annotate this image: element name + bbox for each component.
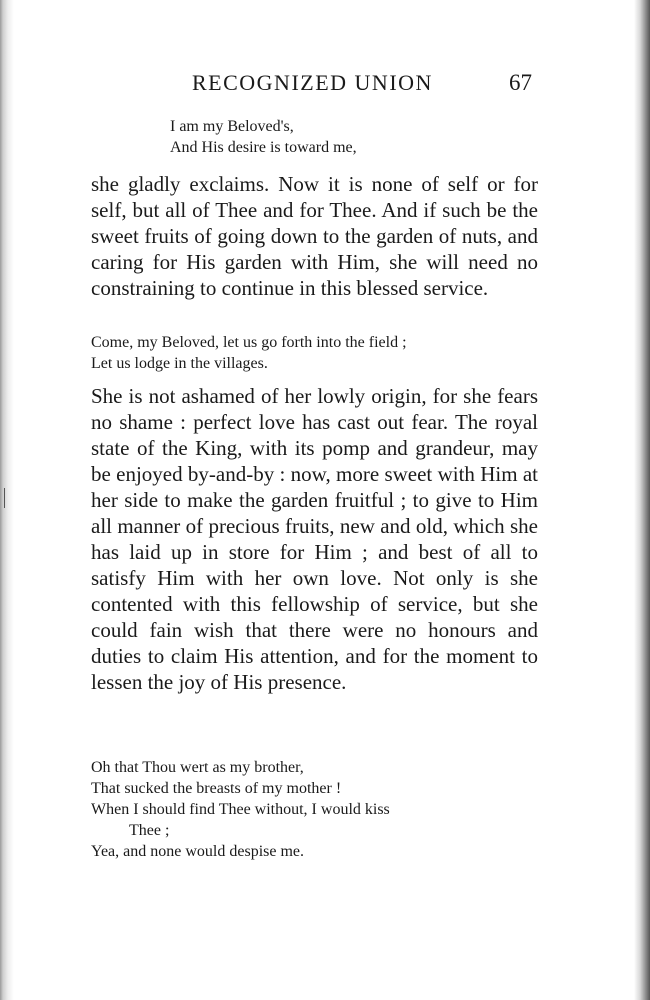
- epigraph-1: [170, 116, 530, 158]
- verse-line: Let us lodge in the villages.: [91, 355, 268, 372]
- verse-turnover: Thee ;: [129, 822, 170, 839]
- epigraph-3: [91, 757, 538, 862]
- verse-line: When I should find Thee without, I would kiss: [91, 801, 390, 818]
- paragraph-2: [91, 383, 538, 695]
- paragraph-text: she gladly exclaims. Now it is none of self or for self, but all of Thee and for Thee. And if such be the sweet fruits of going down to the garden of nuts, and caring for His garden with Him, she will need no constraining to continue in this blessed service.: [91, 172, 538, 300]
- verse-line: And His desire is toward me,: [170, 139, 357, 156]
- page-header: [90, 70, 540, 100]
- page-number: 67: [509, 70, 532, 95]
- verse-line: That sucked the breasts of my mother !: [91, 780, 342, 797]
- paragraph-1: [91, 171, 538, 301]
- verse-line: I am my Beloved's,: [170, 118, 294, 135]
- page-edge-shadow: [634, 0, 650, 1000]
- page-gutter-shadow: [0, 0, 14, 1000]
- verse-line: Oh that Thou wert as my brother,: [91, 759, 304, 776]
- paragraph-text: She is not ashamed of her lowly origin, for she fears no shame : perfect love has cast out fear. The royal state of the King, with its pomp and grandeur, may be enjoyed by-and-by : now, more sweet with Him at her side to make the garden fruitful ; to give to Him all manner of precious fruits, new and old, which she has laid up in store for Him ; and best of all to satisfy Him with her own love. Not only is she contented with this fellowship of service, but she could fain wish that there were no honours and duties to claim His attention, and for the moment to lessen the joy of His presence.: [91, 384, 538, 694]
- margin-mark: [4, 488, 5, 508]
- verse-line: Yea, and none would despise me.: [91, 843, 305, 860]
- verse-line: Come, my Beloved, let us go forth into the field ;: [91, 334, 407, 351]
- running-head: RECOGNIZED UNION: [192, 70, 433, 95]
- epigraph-2: [91, 332, 538, 374]
